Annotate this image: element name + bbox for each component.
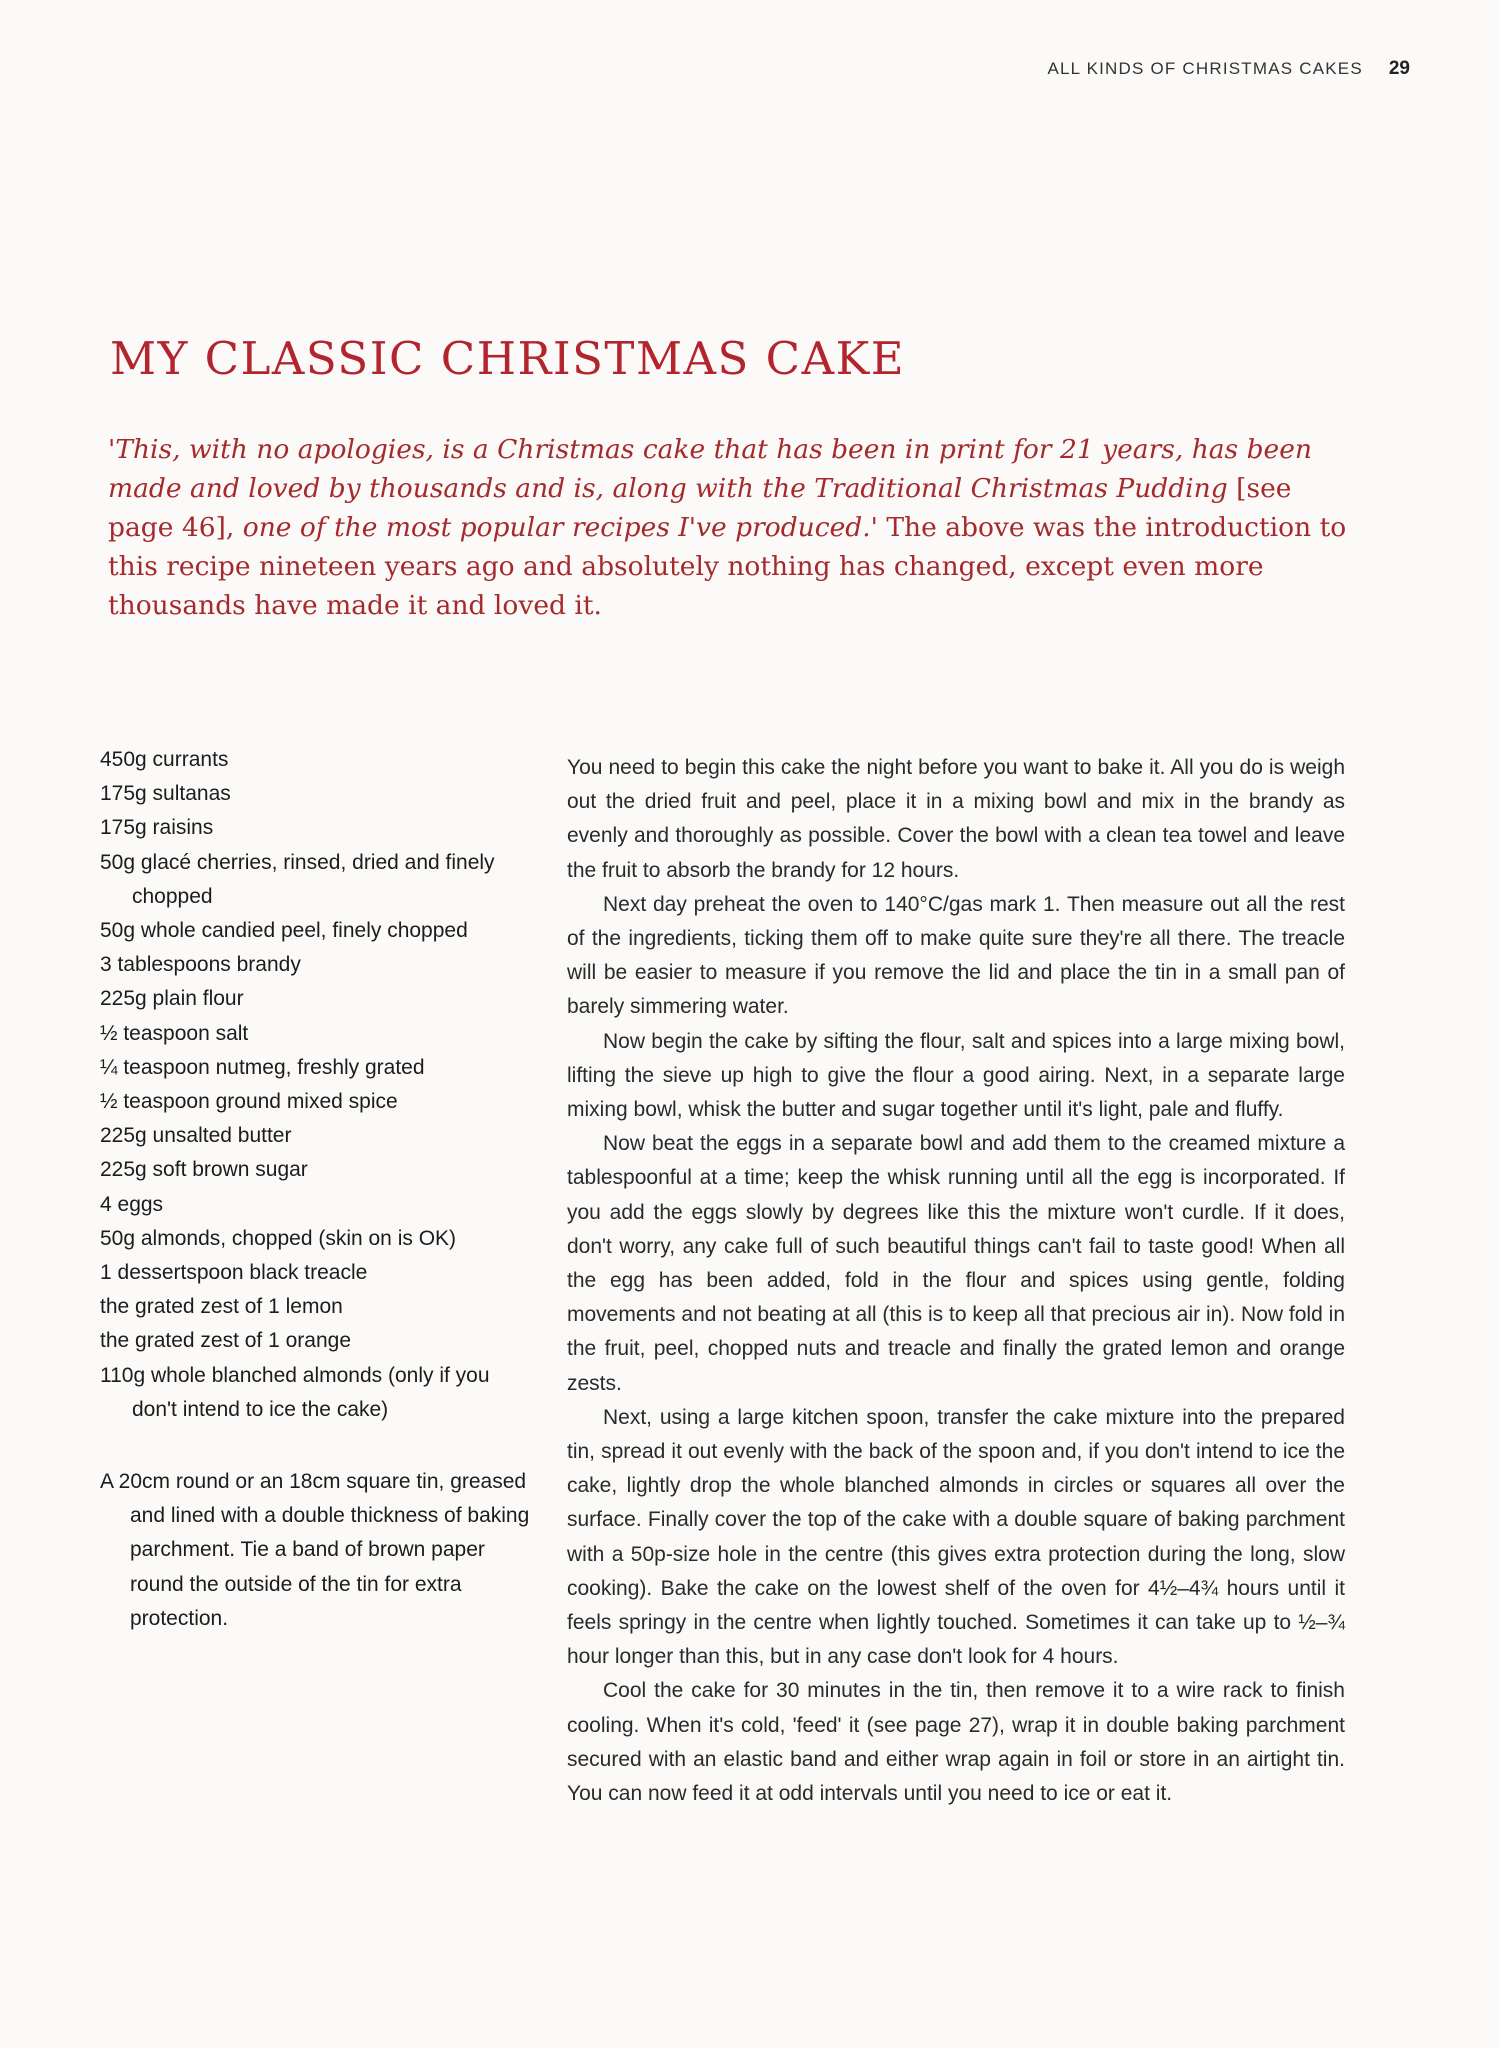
ingredient-item: 4 eggs xyxy=(100,1192,164,1216)
intro-italic-quote: 'This, with no apologies, is a Christmas cake that has been in print for 21 years, has been made and loved by thousands and is, along with the Traditional Christmas Pudding xyxy=(108,434,1312,504)
running-title: ALL KINDS OF CHRISTMAS CAKES xyxy=(1047,59,1363,78)
method-paragraph: Next, using a large kitchen spoon, transfer the cake mixture into the prepared tin, spread it out evenly with the back of the spoon and, if you don't intend to ice the cake, lightly drop the whole blanched almonds in circles or squares all over the surface. Finally cover the top of the cake with a double square of baking parchment with a 50p-size hole in the centre (this gives extra protection during the long, slow cooking). Bake the cake on the lowest shelf of the oven for 4½–4¾ hours until it feels springy in the centre when lightly touched. Sometimes it can take up to ½–¾ hour longer than this, but in any case don't look for 4 hours. xyxy=(567,1405,1345,1669)
ingredient-item: 450g currants xyxy=(100,748,229,771)
ingredient-item: 3 tablespoons brandy xyxy=(100,953,301,977)
ingredient-item: 175g raisins xyxy=(100,816,214,840)
ingredient-item: 50g glacé cherries, rinsed, dried and finely chopped xyxy=(100,850,495,908)
method-paragraph: Now beat the eggs in a separate bowl and add them to the creamed mixture a tablespoonful at a time; keep the whisk running until all the egg is incorporated. If you add the eggs slowly by degrees like this the mixture won't curdle. If it does, don't worry, any cake full of such beautiful things can't fail to taste good! When all the egg has been added, fold in the flour and spices using gentle, folding movements and not beating at all (this is to keep all that precious air in). Now fold in the fruit, peel, chopped nuts and treacle and finally the grated lemon and orange zests. xyxy=(567,1132,1345,1395)
ingredient-item: 1 dessertspoon black treacle xyxy=(100,1261,368,1285)
ingredient-item: 225g plain flour xyxy=(100,987,244,1011)
ingredient-item: 50g almonds, chopped (skin on is OK) xyxy=(100,1226,457,1250)
ingredient-item: 225g soft brown sugar xyxy=(100,1158,308,1182)
recipe-intro xyxy=(108,430,1356,625)
equipment-note: A 20cm round or an 18cm square tin, greased and lined with a double thickness of baking parchment. Tie a band of brown paper round the outside of the tin for extra protection. xyxy=(100,1470,530,1630)
ingredients-column xyxy=(100,743,530,1636)
ingredient-item: 110g whole blanched almonds (only if you don't intend to ice the cake) xyxy=(100,1363,490,1421)
method-paragraph: Cool the cake for 30 minutes in the tin, then remove it to a wire rack to finish cooling. When it's cold, 'feed' it (see page 27), wrap it in double baking parchment secured with an elastic band and either wrap again in foil or store in an airtight tin. You can now feed it at odd intervals until you need to ice or eat it. xyxy=(567,1679,1345,1806)
ingredient-item: the grated zest of 1 orange xyxy=(100,1329,352,1353)
intro-page-reference: [see page 46], xyxy=(108,473,1292,543)
running-header xyxy=(1047,58,1410,80)
ingredient-item: ½ teaspoon salt xyxy=(100,1021,249,1045)
intro-italic-quote-end: one of the most popular recipes I've produced.' xyxy=(242,512,878,543)
ingredient-item: 225g unsalted butter xyxy=(100,1124,292,1148)
recipe-title: MY CLASSIC CHRISTMAS CAKE xyxy=(110,332,906,385)
ingredients-list xyxy=(100,743,530,1427)
ingredient-item: ½ teaspoon ground mixed spice xyxy=(100,1090,398,1114)
ingredient-item: the grated zest of 1 lemon xyxy=(100,1295,343,1319)
ingredient-item: ¼ teaspoon nutmeg, freshly grated xyxy=(100,1055,425,1079)
method-paragraph: You need to begin this cake the night before you want to bake it. All you do is weigh out the dried fruit and peel, place it in a mixing bowl and mix in the brandy as evenly and thoroughly as possible. Cover the bowl with a clean tea towel and leave the fruit to absorb the brandy for 12 hours. xyxy=(567,756,1345,882)
page-number: 29 xyxy=(1388,58,1410,79)
ingredient-item: 50g whole candied peel, finely chopped xyxy=(100,919,468,943)
method-paragraph: Next day preheat the oven to 140°C/gas mark 1. Then measure out all the rest of the ingredients, ticking them off to make quite sure they're all there. The treacle will be easier to measure if you remove the lid and place the tin in a small pan of barely simmering water. xyxy=(567,892,1345,1019)
intro-text: The above was the introduction to this recipe nineteen years ago and absolutely nothing has changed, except even more thousands have made it and loved it. xyxy=(108,512,1347,621)
method-column xyxy=(567,751,1345,1811)
ingredient-item: 175g sultanas xyxy=(100,782,231,806)
method-paragraph: Now begin the cake by sifting the flour, salt and spices into a large mixing bowl, lifting the sieve up high to give the flour a good airing. Next, in a separate large mixing bowl, whisk the butter and sugar together until it's light, pale and fluffy. xyxy=(567,1029,1345,1122)
